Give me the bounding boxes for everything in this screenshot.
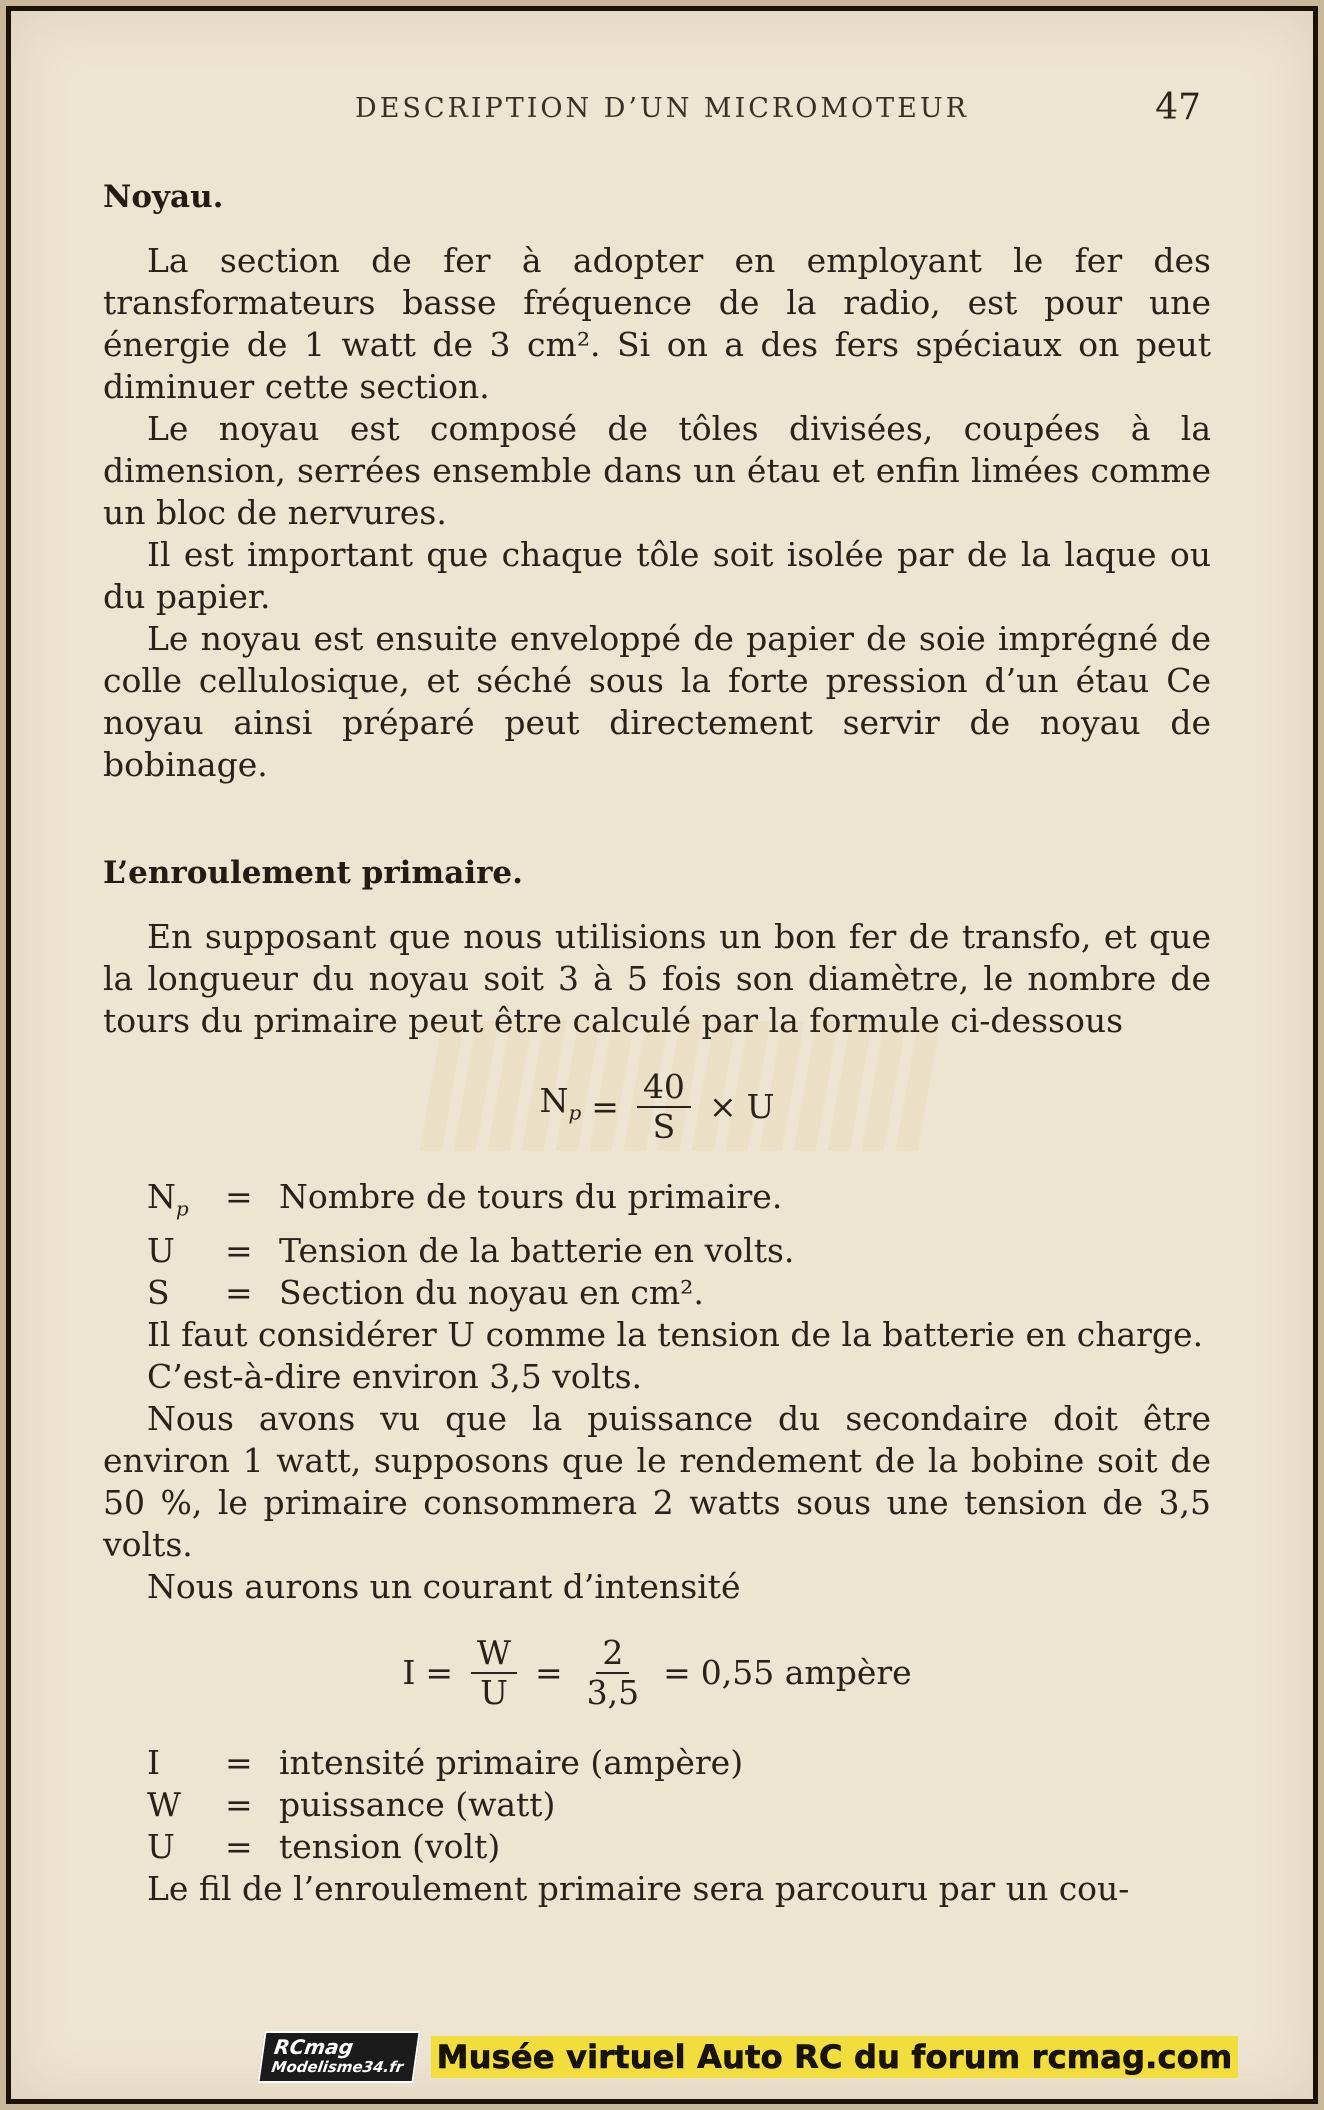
definition-row: W = puissance (watt) xyxy=(147,1784,556,1824)
formula-equals: = xyxy=(425,1652,454,1692)
paragraph: En supposant que nous utilisions un bon fer de transfo, et que la longueur du noyau soit 3 à 5 fois son diamètre, le nombre de tours du primaire peut être calculé par la formule ci-dessous xyxy=(103,917,1211,1040)
definition-list-1 xyxy=(103,1176,1211,1314)
fraction-denominator: U xyxy=(480,1672,508,1712)
fraction-numerator: 2 xyxy=(596,1634,629,1674)
formula-fraction xyxy=(471,1634,517,1712)
formula-lhs: I xyxy=(402,1652,416,1692)
formula-rhs: U xyxy=(746,1087,775,1126)
running-title: DESCRIPTION D’UN MICROMOTEUR xyxy=(355,93,969,124)
formula-equals: = xyxy=(534,1652,563,1692)
fraction-denominator: S xyxy=(652,1107,676,1146)
definition-row: U = Tension de la batterie en volts. xyxy=(147,1230,795,1270)
paragraph: Le noyau est ensuite enveloppé de papier de soie imprégné de colle cellulosique, et séché sous la forte pression d’un étau Ce noyau ainsi préparé peut directement servir de noyau de bobinage. xyxy=(103,619,1211,784)
footer-banner xyxy=(261,2031,1238,2083)
page-content xyxy=(103,176,1211,1910)
section-heading-noyau: Noyau. xyxy=(103,179,224,215)
definition-list-2 xyxy=(103,1742,1211,1868)
formula-current xyxy=(103,1634,1211,1712)
formula-result: 0,55 ampère xyxy=(700,1652,912,1692)
paragraph: Nous aurons un courant d’intensité xyxy=(147,1566,741,1606)
formula-turns xyxy=(103,1068,1211,1146)
fraction-numerator: W xyxy=(471,1634,517,1674)
book-page xyxy=(6,6,1318,2104)
fraction-numerator: 40 xyxy=(637,1068,691,1108)
fraction-denominator: 3,5 xyxy=(586,1672,640,1712)
definition-row: $N_p$ = Nombre de tours du primaire. xyxy=(147,1177,783,1221)
definition-row: I = intensité primaire (ampère) xyxy=(147,1742,744,1782)
footer-caption: Musée virtuel Auto RC du forum rcmag.com xyxy=(431,2036,1239,2078)
formula-equals: = xyxy=(591,1087,619,1126)
paragraph: Il est important que chaque tôle soit isolée par de la laque ou du papier. xyxy=(103,535,1211,616)
section-heading-enroulement: L’enroulement primaire. xyxy=(103,855,523,891)
formula-fraction xyxy=(581,1634,645,1712)
rcmag-logo[interactable]: RCmag Modelisme34.fr xyxy=(257,2031,420,2083)
page-number: 47 xyxy=(1155,87,1201,128)
formula-fraction xyxy=(637,1068,691,1146)
paragraph: Le fil de l’enroulement primaire sera parcouru par un cou- xyxy=(147,1868,1130,1908)
formula-times: × xyxy=(708,1087,737,1126)
formula-lhs: $N_p$ xyxy=(539,1081,582,1125)
paragraph: C’est-à-dire environ 3,5 volts. xyxy=(147,1356,642,1396)
formula-equals: = xyxy=(663,1652,691,1692)
paragraph: Le noyau est composé de tôles divisées, coupées à la dimension, serrées ensemble dans un étau et enfin limées comme un bloc de nervures. xyxy=(103,409,1211,532)
paragraph: Nous avons vu que la puissance du secondaire doit être environ 1 watt, supposons que le rendement de la bobine soit de 50 %, le primaire consommera 2 watts sous une tension de 3,5 volts. xyxy=(103,1398,1211,1564)
definition-row: S = Section du noyau en cm². xyxy=(147,1272,704,1312)
paragraph: La section de fer à adopter en employant le fer des transformateurs basse fréquence de la radio, est pour une énergie de 1 watt de 3 cm². Si on a des fers spéciaux on peut diminuer cette section. xyxy=(103,241,1211,406)
paragraph: Il faut considérer U comme la tension de la batterie en charge. xyxy=(147,1314,1204,1354)
definition-row: U = tension (volt) xyxy=(147,1826,501,1866)
